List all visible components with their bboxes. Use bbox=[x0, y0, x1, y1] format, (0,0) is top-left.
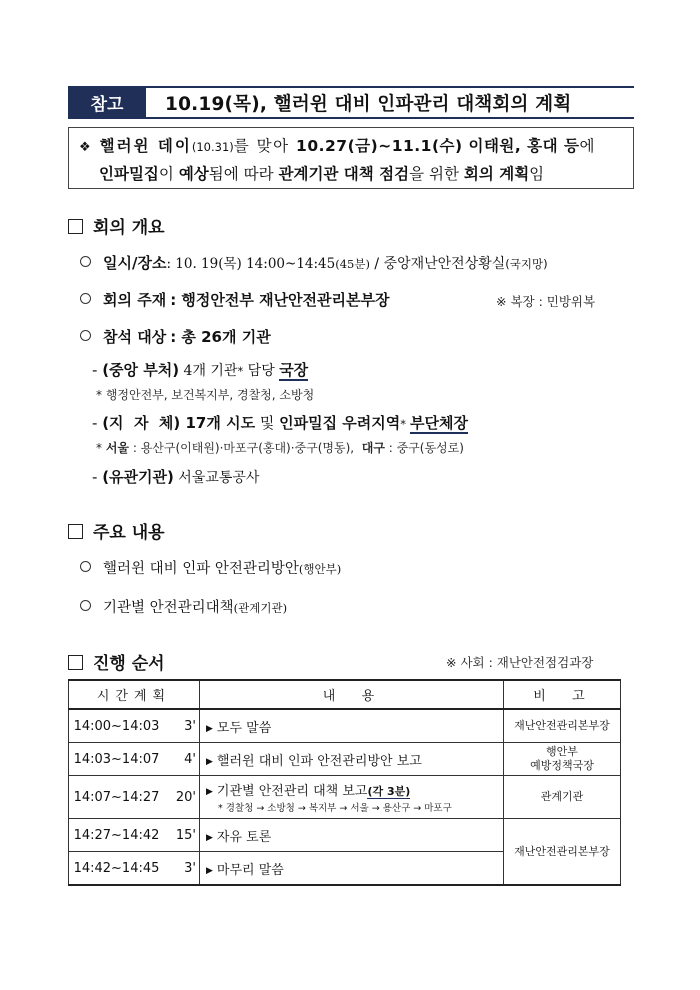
row-remark: 행안부 예방정책국장 bbox=[504, 743, 621, 776]
row-time: 14:27~14:42 bbox=[69, 819, 165, 852]
overview-host: 회의 주재 : 행정안전부 재난안전관리본부장 bbox=[80, 289, 390, 310]
row-time: 14:07~14:27 bbox=[69, 776, 165, 819]
schedule-table bbox=[68, 679, 621, 886]
document-title: 10.19(목), 핼러윈 대비 인파관리 대책회의 계획 bbox=[165, 94, 572, 115]
table-row bbox=[69, 776, 621, 819]
row-content: ▶ 기관별 안전관리 대책 보고(각 3분) * 경찰청 → 소방청 → 복지부 → 서울 → 용산구 → 마포구 bbox=[200, 776, 504, 819]
square-bullet-icon bbox=[68, 524, 83, 539]
central-note: * 행정안전부, 보건복지부, 경찰청, 소방청 bbox=[96, 388, 315, 402]
row-remark: 재난안전관리본부장 bbox=[504, 709, 621, 743]
triangle-bullet-icon: ▶ bbox=[206, 787, 213, 797]
row-subnote: * 경찰청 → 소방청 → 복지부 → 서울 → 용산구 → 마포구 bbox=[218, 803, 452, 814]
table-row bbox=[69, 743, 621, 776]
square-bullet-icon bbox=[68, 655, 83, 670]
row-duration: 3' bbox=[164, 852, 200, 886]
triangle-bullet-icon: ▶ bbox=[206, 832, 213, 843]
triangle-bullet-icon: ▶ bbox=[206, 756, 213, 767]
row-time: 14:42~14:45 bbox=[69, 852, 165, 886]
row-duration: 3' bbox=[164, 709, 200, 743]
row-remark: 재난안전관리본부장 bbox=[504, 819, 621, 886]
overview-attendees: 참석 대상 : 총 26개 기관 bbox=[80, 326, 271, 347]
diamond-bullet-icon: ❖ bbox=[79, 140, 91, 155]
moderator-note: ※ 사회 : 재난안전점검과장 bbox=[446, 655, 594, 670]
circle-bullet-icon bbox=[80, 293, 91, 304]
row-duration: 15' bbox=[164, 819, 200, 852]
circle-bullet-icon bbox=[80, 600, 91, 611]
header-remark: 비 고 bbox=[504, 680, 621, 709]
summary-line-1: ❖ 핼러윈 데이(10.31)를 맞아 10.27(금)~11.1(수) 이태원, 홍대 등에 bbox=[79, 137, 595, 155]
contents-item-2: 기관별 안전관리대책(관계기관) bbox=[80, 596, 287, 617]
row-time: 14:03~14:07 bbox=[69, 743, 165, 776]
section-heading-overview: 회의 개요 bbox=[68, 213, 165, 238]
header-content: 내 용 bbox=[200, 680, 504, 709]
row-content: ▶ 자유 토론 bbox=[200, 819, 504, 852]
table-row bbox=[69, 709, 621, 743]
row-content: ▶ 핼러윈 대비 인파 안전관리방안 보고 bbox=[200, 743, 504, 776]
local-note: * 서울 : 용산구(이태원)·마포구(홍대)·중구(명동), 대구 : 중구(동성로) bbox=[96, 441, 464, 455]
summary-box bbox=[68, 127, 634, 189]
attendees-local: - (지 자 체) 17개 시도 및 인파밀집 우려지역* 부단체장 bbox=[92, 414, 468, 432]
section-heading-contents: 주요 내용 bbox=[68, 518, 165, 543]
overview-dress-note: ※ 복장 : 민방위복 bbox=[496, 294, 596, 309]
triangle-bullet-icon: ▶ bbox=[206, 723, 213, 734]
table-header-row bbox=[69, 680, 621, 709]
square-bullet-icon bbox=[68, 219, 83, 234]
row-time: 14:00~14:03 bbox=[69, 709, 165, 743]
row-remark: 관계기관 bbox=[504, 776, 621, 819]
attendees-central: - (중앙 부처) 4개 기관* 담당 국장 bbox=[92, 361, 309, 379]
title-bar bbox=[68, 86, 634, 119]
attendees-related: - (유관기관) 서울교통공사 bbox=[92, 468, 260, 486]
triangle-bullet-icon: ▶ bbox=[206, 865, 213, 876]
section-heading-order: 진행 순서 bbox=[68, 649, 165, 674]
row-duration: 20' bbox=[164, 776, 200, 819]
table-row bbox=[69, 819, 621, 852]
summary-line-2: 인파밀집이 예상됨에 따라 관계기관 대책 점검을 위한 회의 계획임 bbox=[99, 165, 545, 183]
row-content: ▶ 모두 말씀 bbox=[200, 709, 504, 743]
contents-item-1: 핼러윈 대비 인파 안전관리방안(행안부) bbox=[80, 557, 341, 578]
circle-bullet-icon bbox=[80, 330, 91, 341]
row-content: ▶ 마무리 말씀 bbox=[200, 852, 504, 886]
reference-badge: 참고 bbox=[68, 86, 146, 119]
row-duration: 4' bbox=[164, 743, 200, 776]
circle-bullet-icon bbox=[80, 561, 91, 572]
header-time: 시간계획 bbox=[69, 680, 200, 709]
overview-datetime: 일시/장소: 10. 19(목) 14:00~14:45(45분) / 중앙재난안전상황실(국지망) bbox=[80, 252, 548, 273]
circle-bullet-icon bbox=[80, 256, 91, 267]
